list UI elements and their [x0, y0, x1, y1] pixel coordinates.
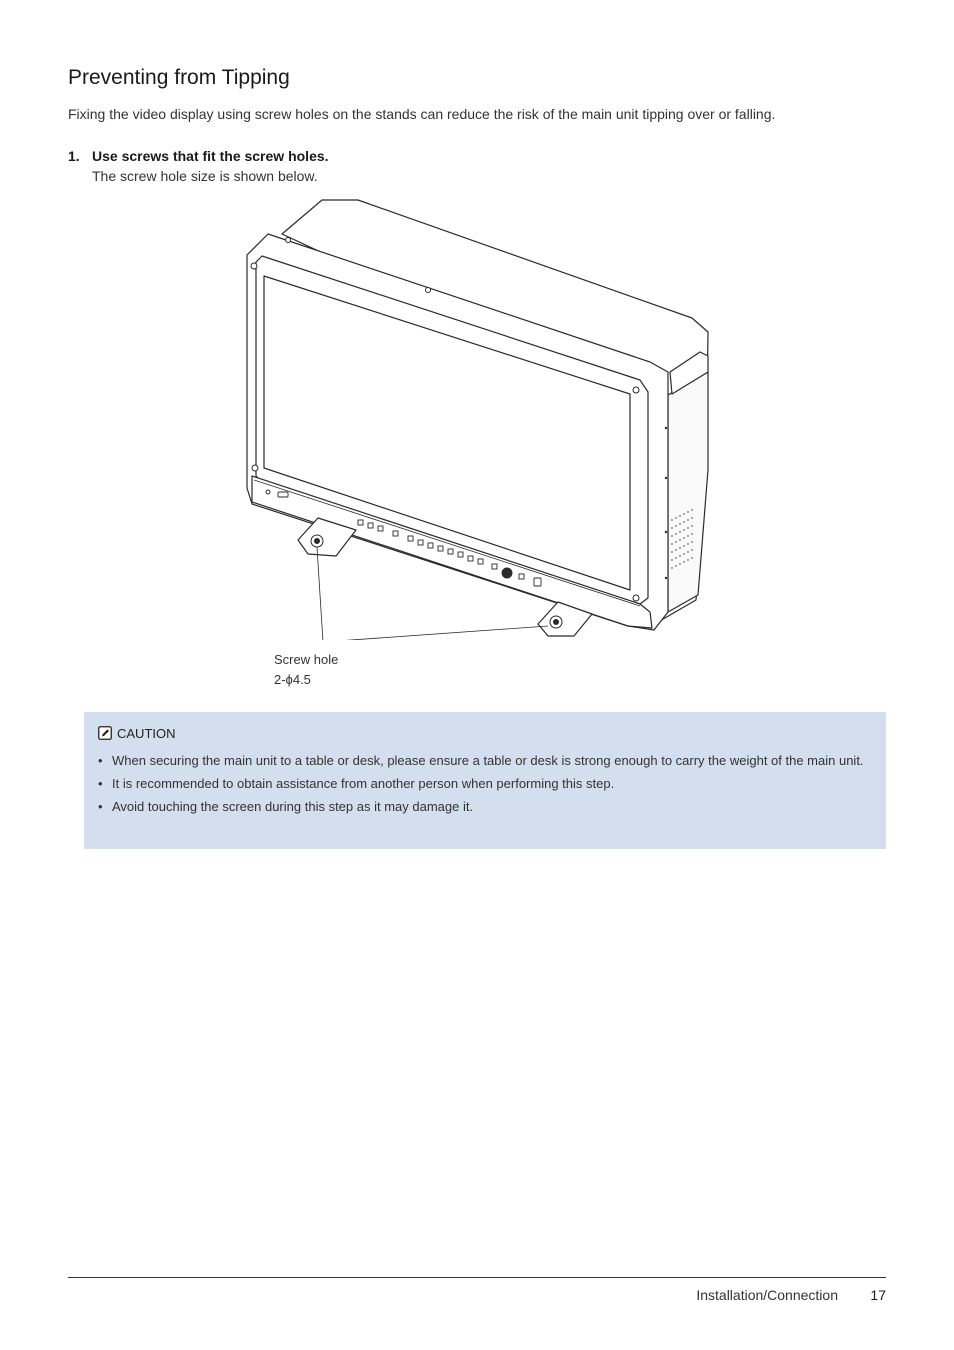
caution-item-text: It is recommended to obtain assistance from another person when performing this step. [112, 776, 615, 791]
footer-divider [68, 1277, 886, 1278]
list-item: • When securing the main unit to a table or desk, please ensure a table or desk is strong enough to carry the weight of the main unit. [98, 753, 864, 768]
screw-hole-callout [274, 650, 338, 690]
page-number: 17 [870, 1287, 886, 1303]
intro-paragraph: Fixing the video display using screw holes on the stands can reduce the risk of the main unit tipping over or falling. [68, 106, 776, 122]
step-heading-text: Use screws that fit the screw holes. [92, 148, 329, 164]
caution-label: CAUTION [117, 725, 176, 741]
caution-item-text: When securing the main unit to a table or desk, please ensure a table or desk is strong enough to carry the weight of the main unit. [112, 753, 864, 768]
caution-header [98, 724, 872, 742]
footer-section-name: Installation/Connection [696, 1287, 838, 1303]
side-panel [668, 372, 708, 612]
page-title: Preventing from Tipping [68, 66, 290, 89]
callout-label: Screw hole [274, 652, 339, 667]
monitor-illustration [240, 195, 720, 640]
step-number: 1. [68, 148, 80, 164]
callout-size: 2-ϕ4.5 [274, 672, 311, 687]
list-item: • Avoid touching the screen during this step as it may damage it. [98, 799, 474, 814]
caution-list [98, 751, 872, 817]
pencil-note-icon [98, 726, 112, 740]
step-heading [68, 148, 329, 164]
step-subtext: The screw hole size is shown below. [92, 168, 318, 184]
caution-item-text: Avoid touching the screen during this step as it may damage it. [112, 799, 474, 814]
list-item: • It is recommended to obtain assistance from another person when performing this step. [98, 776, 615, 791]
caution-box [84, 712, 886, 849]
